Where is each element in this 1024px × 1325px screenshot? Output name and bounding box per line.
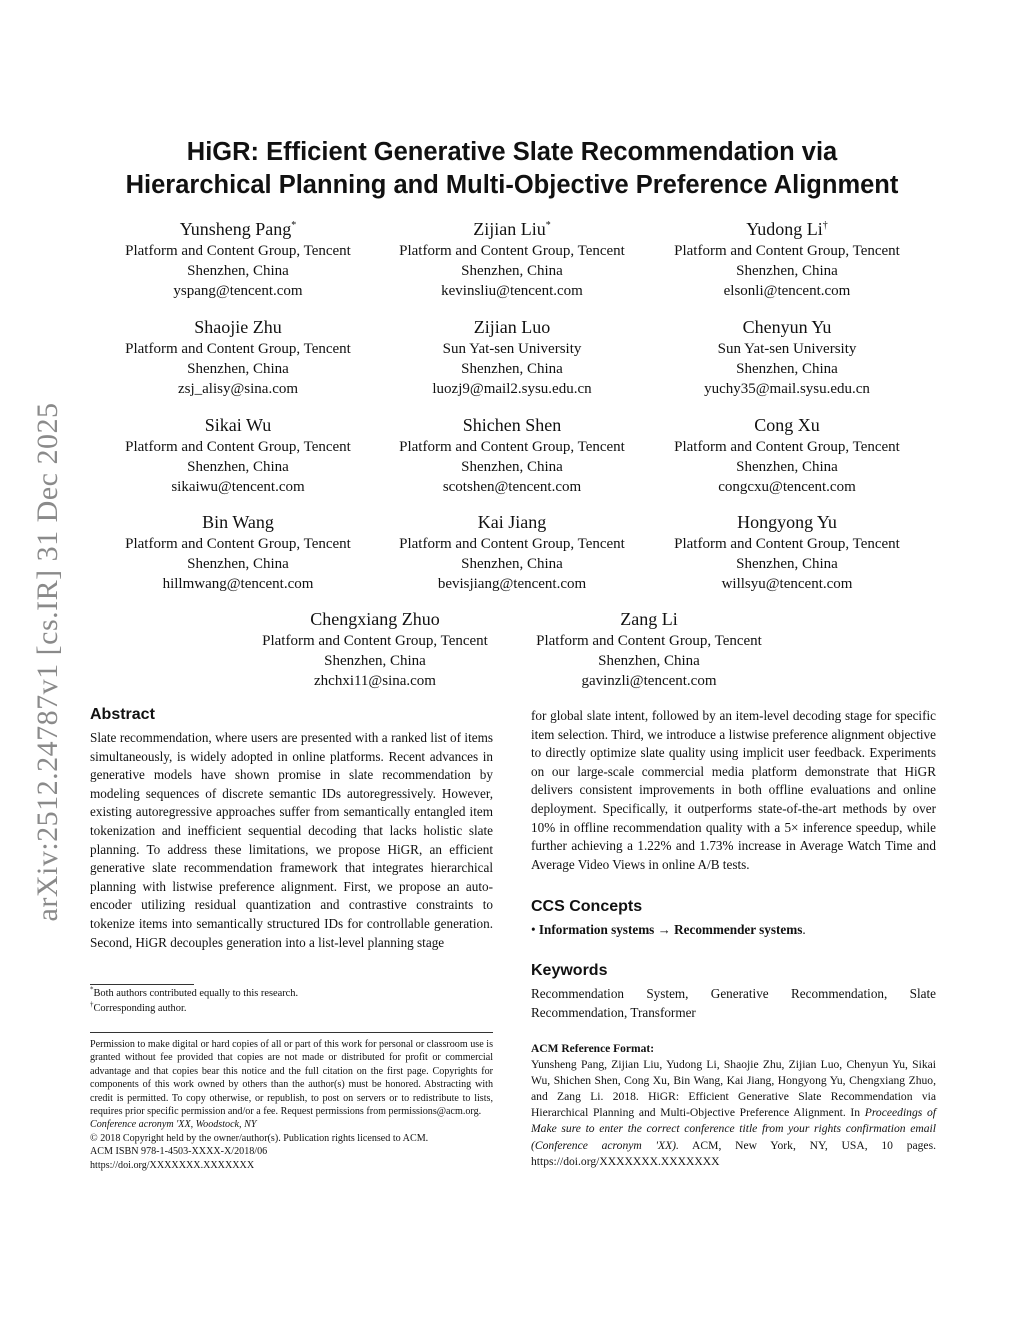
author-email[interactable]: yspang@tencent.com (173, 283, 303, 299)
author-email[interactable]: hillmwang@tencent.com (162, 576, 314, 592)
conference-line: Conference acronym 'XX, Woodstock, NY (90, 1119, 257, 1131)
author-email[interactable]: bevisjiang@tencent.com (437, 576, 587, 592)
author-name: Yudong Li (746, 219, 823, 239)
author-name-row (93, 511, 383, 533)
author-email[interactable]: kevinsliu@tencent.com (441, 283, 583, 299)
author-affiliation: Platform and Content Group, Tencent (125, 439, 351, 455)
author-name-row (367, 316, 657, 338)
author-mark: † (822, 220, 828, 231)
author-name: Chenyun Yu (742, 317, 832, 337)
author-card (93, 218, 383, 301)
author-affiliation: Platform and Content Group, Tencent (399, 243, 625, 259)
arrow-icon: → (657, 922, 671, 938)
right-column (531, 707, 936, 1170)
author-email[interactable]: gavinzli@tencent.com (581, 673, 717, 689)
author-email[interactable]: congcxu@tencent.com (718, 479, 856, 495)
ccs-sub-concept: Recommender systems (674, 922, 803, 938)
author-affiliation: Platform and Content Group, Tencent (674, 536, 900, 552)
author-affiliation: Platform and Content Group, Tencent (262, 633, 488, 649)
author-location: Shenzhen, China (187, 361, 289, 377)
footnote-mark: † (90, 1000, 94, 1009)
author-email[interactable]: luozj9@mail2.sysu.edu.cn (432, 381, 592, 397)
author-location: Shenzhen, China (324, 653, 426, 669)
author-name: Yunsheng Pang (179, 219, 292, 239)
author-name-row (93, 316, 383, 338)
author-mark: * (291, 220, 297, 231)
proceedings-title: Proceedings of Make sure to enter the correct conference title from your rights confirmation email (Conference acronym 'XX). (531, 1106, 936, 1152)
ccs-concept-name: Information systems (538, 922, 655, 938)
author-card (93, 414, 383, 497)
author-name: Shaojie Zhu (194, 317, 282, 337)
author-affiliation: Platform and Content Group, Tencent (674, 439, 900, 455)
author-card (642, 218, 932, 301)
author-name-row (642, 511, 932, 533)
author-name-row (642, 218, 932, 240)
author-email[interactable]: sikaiwu@tencent.com (171, 479, 305, 495)
abstract-section (90, 705, 493, 952)
author-email[interactable]: willsyu@tencent.com (721, 576, 853, 592)
author-name: Kai Jiang (477, 512, 547, 532)
author-card (367, 414, 657, 497)
footnotes (90, 987, 493, 1016)
author-name-row (504, 608, 794, 630)
author-name-row (367, 218, 657, 240)
keywords-heading: Keywords (531, 962, 608, 980)
author-card (367, 511, 657, 594)
author-affiliation: Platform and Content Group, Tencent (674, 243, 900, 259)
author-email[interactable]: yuchy35@mail.sysu.edu.cn (704, 381, 870, 397)
abstract-text-right: for global slate intent, followed by an item-level decoding stage for specific item selection. Third, we introduce a listwise preference alignment objective to directly optimize slate quality using implicit user feedback. Experiments on our large-scale commercial media platform demonstrate that HiGR delivers consistent improvements in both offline evaluations and online deployment. Specifically, it outperforms state-of-the-art methods by over 10% in offline recommendation quality with a 5× inference speedup, while further achieving a 1.22% and 1.73% increase in Average Watch Time and Average Video Views in online A/B tests. (531, 708, 936, 872)
acm-reference-heading: ACM Reference Format: (531, 1042, 655, 1055)
permission-block (90, 1038, 493, 1172)
bullet-glyph: • (531, 922, 536, 938)
author-name: Chengxiang Zhuo (310, 609, 440, 629)
arxiv-identifier: arXiv:2512.24787v1 [cs.IR] 31 Dec 2025 (31, 402, 64, 922)
author-name: Sikai Wu (204, 415, 272, 435)
author-location: Shenzhen, China (461, 459, 563, 475)
author-mark: * (545, 220, 551, 231)
title-line-1: HiGR: Efficient Generative Slate Recommendation via (186, 138, 838, 166)
permission-text: Permission to make digital or hard copies of all or part of this work for personal or classroom use is granted without fee provided that copies are not made or distributed for profit or commercial advantage and that copies bear this notice and the full citation on the first page. Copyrights for components of this work owned by others than the author(s) must be honored. Abstracting with credit is permitted. To copy otherwise, or republish, to post on servers or to redistribute to lists, requires prior specific permission and/or a fee. Request permissions from permissions@acm.org. (90, 1039, 493, 1118)
author-location: Shenzhen, China (461, 556, 563, 572)
author-location: Shenzhen, China (598, 653, 700, 669)
author-location: Shenzhen, China (187, 459, 289, 475)
author-card (504, 608, 794, 691)
author-affiliation: Platform and Content Group, Tencent (125, 243, 351, 259)
author-name-row (642, 316, 932, 338)
abstract-text-left: Slate recommendation, where users are presented with a ranked list of items simultaneously, is widely adopted in online platforms. Recent advances in generative models have shown promise in slate recommendation by modeling sequences of discrete semantic IDs autoregressively. However, existing autoregressive approaches suffer from semantically entangled item tokenization and inefficient sequential decoding that lacks holistic slate planning. To address these limitations, we propose HiGR, an efficient generative slate recommendation framework that integrates hierarchical planning with listwise preference alignment. First, we propose an auto-encoder utilizing residual quantization and contrastive constraints to tokenize items into semantically structured IDs for controllable generation. Second, HiGR decouples generation into a list-level planning stage (90, 730, 493, 950)
author-card (93, 316, 383, 399)
author-email[interactable]: scotshen@tencent.com (442, 479, 582, 495)
author-card (642, 316, 932, 399)
footnote-mark: * (90, 985, 94, 994)
author-location: Shenzhen, China (736, 263, 838, 279)
footnote-equal-contribution: *Both authors contributed equally to this research. (90, 985, 299, 999)
author-affiliation: Sun Yat-sen University (442, 341, 582, 357)
author-affiliation: Platform and Content Group, Tencent (399, 536, 625, 552)
author-name: Cong Xu (754, 415, 820, 435)
keywords-text: Recommendation System, Generative Recommendation, Slate Recommendation, Transformer (531, 986, 936, 1020)
author-email[interactable]: zsj_alisy@sina.com (177, 381, 299, 397)
author-location: Shenzhen, China (187, 556, 289, 572)
author-location: Shenzhen, China (461, 263, 563, 279)
paper-title (80, 136, 944, 202)
author-name-row (93, 218, 383, 240)
author-card (93, 511, 383, 594)
author-location: Shenzhen, China (736, 459, 838, 475)
author-name-row (642, 414, 932, 436)
author-name-row (367, 414, 657, 436)
permission-divider (90, 1032, 493, 1033)
footnote-corresponding: †Corresponding author. (90, 1000, 187, 1014)
footnote-divider (90, 984, 194, 985)
abstract-heading: Abstract (90, 706, 155, 723)
author-name-row (367, 511, 657, 533)
acm-reference-text: Yunsheng Pang, Zijian Liu, Yudong Li, Shaojie Zhu, Zijian Luo, Chenyun Yu, Sikai Wu, Shichen Shen, Cong Xu, Bin Wang, Kai Jiang, Hongyong Yu, Chengxiang Zhuo, and Zang Li. 2018. HiGR: Efficient Generative Slate Recommendation via Hierarchical Planning and Multi-Objective Preference Alignment. In Proceedings of Make sure to enter the correct conference title from your rights confirmation email (Conference acronym 'XX). ACM, New York, NY, USA, 10 pages. https://doi.org/XXXXXXX.XXXXXXX (531, 1057, 936, 1168)
author-card (642, 414, 932, 497)
author-name: Shichen Shen (462, 415, 562, 435)
author-name: Zijian Liu (473, 219, 546, 239)
isbn-line: ACM ISBN 978-1-4503-XXXX-X/2018/06 (90, 1146, 268, 1158)
author-location: Shenzhen, China (187, 263, 289, 279)
author-card (367, 218, 657, 301)
author-affiliation: Platform and Content Group, Tencent (536, 633, 762, 649)
author-location: Shenzhen, China (736, 361, 838, 377)
author-card (230, 608, 520, 691)
ccs-heading: CCS Concepts (531, 898, 643, 916)
author-affiliation: Sun Yat-sen University (717, 341, 857, 357)
author-affiliation: Platform and Content Group, Tencent (125, 341, 351, 357)
author-affiliation: Platform and Content Group, Tencent (399, 439, 625, 455)
title-line-2: Hierarchical Planning and Multi-Objective Preference Alignment (125, 171, 899, 199)
ccs-concept (531, 921, 936, 939)
author-name: Zang Li (620, 609, 678, 629)
author-email[interactable]: zhchxi11@sina.com (314, 673, 436, 689)
author-card (642, 511, 932, 594)
author-name: Hongyong Yu (737, 512, 837, 532)
author-name-row (93, 414, 383, 436)
author-email[interactable]: elsonli@tencent.com (723, 283, 851, 299)
author-card (367, 316, 657, 399)
ccs-end-period: . (802, 922, 806, 938)
author-location: Shenzhen, China (461, 361, 563, 377)
author-name: Zijian Luo (473, 317, 551, 337)
author-name-row (230, 608, 520, 630)
copyright-line: © 2018 Copyright held by the owner/author(s). Publication rights licensed to ACM. (90, 1132, 429, 1144)
doi-link[interactable]: https://doi.org/XXXXXXX.XXXXXXX (90, 1159, 255, 1171)
author-affiliation: Platform and Content Group, Tencent (125, 536, 351, 552)
author-name: Bin Wang (202, 512, 274, 532)
author-location: Shenzhen, China (736, 556, 838, 572)
